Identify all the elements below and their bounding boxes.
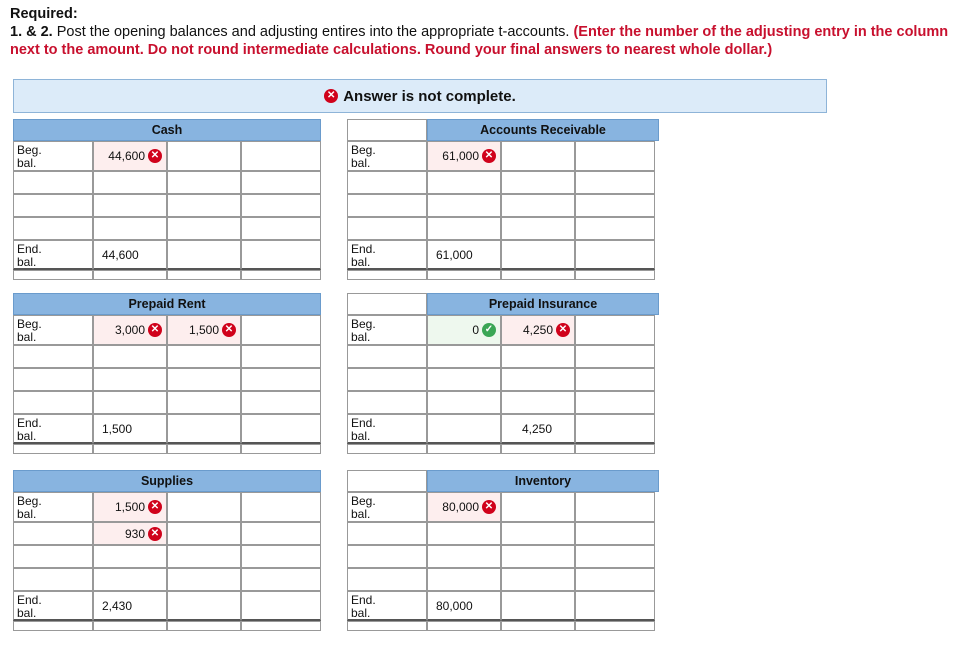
debit-amount-field[interactable]: [93, 345, 167, 368]
end-debit-field[interactable]: [93, 591, 167, 621]
entry-field[interactable]: [241, 568, 321, 591]
entry-field[interactable]: [575, 414, 655, 444]
end-bal-label: End. bal.: [17, 242, 42, 269]
debit-amount-field[interactable]: [427, 171, 501, 194]
beg-bal-label: Beg. bal.: [351, 143, 376, 170]
credit-amount-field[interactable]: [167, 217, 241, 240]
debit-amount-field[interactable]: [93, 522, 167, 545]
entry-field[interactable]: [241, 217, 321, 240]
entry-field[interactable]: [241, 621, 321, 631]
status-banner: [13, 79, 827, 113]
row-label: [347, 270, 427, 280]
entry-field[interactable]: [575, 240, 655, 270]
entry-field[interactable]: [575, 171, 655, 194]
debit-amount-field[interactable]: [427, 345, 501, 368]
debit-amount-field[interactable]: [427, 194, 501, 217]
row-label: [13, 591, 93, 621]
beg-bal-label: Beg. bal.: [17, 494, 42, 521]
debit-amount-field[interactable]: [93, 141, 167, 171]
row-label: [13, 315, 93, 345]
entry-field[interactable]: [575, 621, 655, 631]
error-icon: ✕: [324, 89, 338, 103]
debit-amount-field[interactable]: [93, 217, 167, 240]
credit-amount-field[interactable]: [167, 368, 241, 391]
entry-field[interactable]: [575, 315, 655, 345]
row-label: [13, 522, 93, 545]
end-debit-field[interactable]: [93, 240, 167, 270]
row-label: [13, 568, 93, 591]
credit-amount-field[interactable]: [167, 621, 241, 631]
t-account-prepaid-insurance: [347, 293, 659, 473]
check-icon: ✓: [482, 323, 496, 337]
header-spacer: [347, 293, 427, 315]
instruction-main: Post the opening balances and adjusting entires into the appropriate t-accounts.: [56, 24, 570, 40]
debit-amount-field[interactable]: [93, 270, 167, 280]
amount-value: 61,000: [442, 149, 479, 163]
entry-field[interactable]: [575, 522, 655, 545]
credit-amount-field[interactable]: [501, 141, 575, 171]
end-credit-field[interactable]: [167, 240, 241, 270]
debit-amount-field[interactable]: [93, 171, 167, 194]
amount-value: 3,000: [114, 323, 145, 337]
debit-amount-field[interactable]: [93, 444, 167, 454]
end-debit-field[interactable]: [427, 591, 501, 621]
row-label: [347, 568, 427, 591]
debit-amount-field[interactable]: [427, 492, 501, 522]
entry-field[interactable]: [241, 368, 321, 391]
row-label: [347, 194, 427, 217]
end-credit-field[interactable]: [167, 414, 241, 444]
amount-value: 0: [472, 323, 479, 337]
debit-amount-field[interactable]: [93, 368, 167, 391]
end-bal-label: End. bal.: [17, 593, 42, 620]
debit-amount-field[interactable]: [427, 141, 501, 171]
instruction-red: (Enter the number of the adjusting entry in the column next to the amount. Do not round intermediate calculations. Round your final answers to nearest whole dollar.): [10, 24, 949, 58]
debit-amount-field[interactable]: [427, 315, 501, 345]
debit-amount-field[interactable]: [93, 315, 167, 345]
credit-amount-field[interactable]: [167, 171, 241, 194]
row-label: [13, 171, 93, 194]
credit-amount-field[interactable]: [501, 545, 575, 568]
debit-amount-field[interactable]: [93, 568, 167, 591]
debit-amount-field[interactable]: [427, 270, 501, 280]
entry-field[interactable]: [575, 444, 655, 454]
credit-amount-field[interactable]: [501, 345, 575, 368]
row-label: [347, 444, 427, 454]
error-icon: ✕: [148, 323, 162, 337]
entry-field[interactable]: [575, 270, 655, 280]
end-credit-field[interactable]: [167, 591, 241, 621]
beg-bal-label: Beg. bal.: [17, 143, 42, 170]
amount-value: 4,250: [521, 421, 552, 436]
row-label: [347, 522, 427, 545]
credit-amount-field[interactable]: [501, 568, 575, 591]
entry-field[interactable]: [241, 444, 321, 454]
row-label: [13, 368, 93, 391]
credit-amount-field[interactable]: [167, 492, 241, 522]
credit-amount-field[interactable]: [167, 391, 241, 414]
amount-value: 930: [124, 526, 145, 541]
row-label: [13, 141, 93, 171]
credit-amount-field[interactable]: [167, 315, 241, 345]
row-label: [347, 240, 427, 270]
credit-amount-field[interactable]: [501, 621, 575, 631]
instruction-text: [10, 23, 960, 59]
entry-field[interactable]: [241, 391, 321, 414]
credit-amount-field[interactable]: [167, 522, 241, 545]
end-debit-field[interactable]: [427, 240, 501, 270]
error-icon: ✕: [148, 500, 162, 514]
end-bal-label: End. bal.: [351, 416, 376, 443]
account-title: Prepaid Rent: [13, 293, 321, 315]
row-label: [347, 368, 427, 391]
entry-field[interactable]: [241, 315, 321, 345]
entry-field[interactable]: [575, 345, 655, 368]
credit-amount-field[interactable]: [501, 368, 575, 391]
entry-field[interactable]: [575, 391, 655, 414]
debit-amount-field[interactable]: [427, 368, 501, 391]
error-icon: ✕: [222, 323, 236, 337]
credit-amount-field[interactable]: [501, 217, 575, 240]
t-account-supplies: [13, 470, 325, 650]
row-label: [13, 621, 93, 631]
entry-field[interactable]: [575, 492, 655, 522]
debit-amount-field[interactable]: [427, 522, 501, 545]
debit-amount-field[interactable]: [427, 545, 501, 568]
amount-value: 1,500: [114, 500, 145, 514]
header-spacer: [347, 119, 427, 141]
credit-amount-field[interactable]: [167, 568, 241, 591]
end-debit-field[interactable]: [93, 414, 167, 444]
end-credit-field[interactable]: [501, 240, 575, 270]
row-label: [347, 141, 427, 171]
amount-value: 80,000: [436, 598, 473, 613]
t-account-cash: [13, 119, 325, 299]
row-label: [13, 240, 93, 270]
credit-amount-field[interactable]: [501, 171, 575, 194]
header-spacer: [347, 470, 427, 492]
amount-value: 44,600: [102, 247, 139, 262]
entry-field[interactable]: [575, 568, 655, 591]
entry-field[interactable]: [241, 545, 321, 568]
end-debit-field[interactable]: [427, 414, 501, 444]
entry-field[interactable]: [241, 522, 321, 545]
debit-amount-field[interactable]: [427, 217, 501, 240]
credit-amount-field[interactable]: [501, 492, 575, 522]
entry-field[interactable]: [575, 217, 655, 240]
entry-field[interactable]: [241, 414, 321, 444]
row-label: [347, 171, 427, 194]
t-account-accounts-receivable: [347, 119, 659, 299]
debit-amount-field[interactable]: [427, 621, 501, 631]
end-credit-field[interactable]: [501, 591, 575, 621]
account-title: Supplies: [13, 470, 321, 492]
entry-field[interactable]: [241, 194, 321, 217]
credit-amount-field[interactable]: [167, 141, 241, 171]
account-title: Cash: [13, 119, 321, 141]
entry-field[interactable]: [241, 171, 321, 194]
beg-bal-label: Beg. bal.: [351, 494, 376, 521]
entry-field[interactable]: [575, 368, 655, 391]
banner-text: Answer is not complete.: [343, 87, 516, 105]
debit-amount-field[interactable]: [93, 545, 167, 568]
entry-field[interactable]: [241, 591, 321, 621]
entry-field[interactable]: [241, 492, 321, 522]
row-label: [347, 217, 427, 240]
amount-value: 4,250: [522, 323, 553, 337]
row-label: [347, 315, 427, 345]
debit-amount-field[interactable]: [93, 492, 167, 522]
amount-value: 80,000: [442, 500, 479, 514]
row-label: [13, 391, 93, 414]
row-label: [13, 444, 93, 454]
row-label: [13, 270, 93, 280]
instructions: [10, 5, 960, 59]
entry-field[interactable]: [575, 545, 655, 568]
debit-amount-field[interactable]: [427, 391, 501, 414]
entry-field[interactable]: [241, 270, 321, 280]
end-credit-field[interactable]: [501, 414, 575, 444]
entry-field[interactable]: [241, 345, 321, 368]
account-title: Prepaid Insurance: [427, 293, 659, 315]
debit-amount-field[interactable]: [93, 194, 167, 217]
error-icon: ✕: [556, 323, 570, 337]
entry-field[interactable]: [575, 194, 655, 217]
credit-amount-field[interactable]: [501, 315, 575, 345]
credit-amount-field[interactable]: [501, 270, 575, 280]
credit-amount-field[interactable]: [501, 444, 575, 454]
row-label: [13, 345, 93, 368]
required-label: Required:: [10, 6, 78, 22]
error-icon: ✕: [148, 149, 162, 163]
credit-amount-field[interactable]: [167, 444, 241, 454]
debit-amount-field[interactable]: [427, 444, 501, 454]
amount-value: 44,600: [108, 149, 145, 163]
credit-amount-field[interactable]: [501, 391, 575, 414]
amount-value: 61,000: [436, 247, 473, 262]
credit-amount-field[interactable]: [167, 545, 241, 568]
account-title: Inventory: [427, 470, 659, 492]
amount-value: 1,500: [188, 323, 219, 337]
credit-amount-field[interactable]: [167, 194, 241, 217]
beg-bal-label: Beg. bal.: [17, 317, 42, 344]
credit-amount-field[interactable]: [167, 270, 241, 280]
account-title: Accounts Receivable: [427, 119, 659, 141]
debit-amount-field[interactable]: [93, 391, 167, 414]
entry-field[interactable]: [241, 141, 321, 171]
amount-value: 1,500: [102, 421, 133, 436]
credit-amount-field[interactable]: [167, 345, 241, 368]
row-label: [347, 492, 427, 522]
end-bal-label: End. bal.: [351, 593, 376, 620]
beg-bal-label: Beg. bal.: [351, 317, 376, 344]
debit-amount-field[interactable]: [427, 568, 501, 591]
error-icon: ✕: [148, 527, 162, 541]
row-label: [347, 414, 427, 444]
row-label: [13, 545, 93, 568]
error-icon: ✕: [482, 149, 496, 163]
error-icon: ✕: [482, 500, 496, 514]
row-label: [347, 621, 427, 631]
row-label: [13, 194, 93, 217]
t-account-inventory: [347, 470, 659, 650]
row-label: [13, 492, 93, 522]
entry-field[interactable]: [241, 240, 321, 270]
credit-amount-field[interactable]: [501, 522, 575, 545]
t-account-prepaid-rent: [13, 293, 325, 473]
row-label: [347, 345, 427, 368]
entry-field[interactable]: [575, 141, 655, 171]
row-label: [347, 545, 427, 568]
credit-amount-field[interactable]: [501, 194, 575, 217]
end-bal-label: End. bal.: [17, 416, 42, 443]
row-label: [347, 591, 427, 621]
row-label: [13, 414, 93, 444]
entry-field[interactable]: [575, 591, 655, 621]
numbering: 1. & 2.: [10, 24, 53, 40]
row-label: [347, 391, 427, 414]
debit-amount-field[interactable]: [93, 621, 167, 631]
row-label: [13, 217, 93, 240]
end-bal-label: End. bal.: [351, 242, 376, 269]
amount-value: 2,430: [102, 598, 133, 613]
